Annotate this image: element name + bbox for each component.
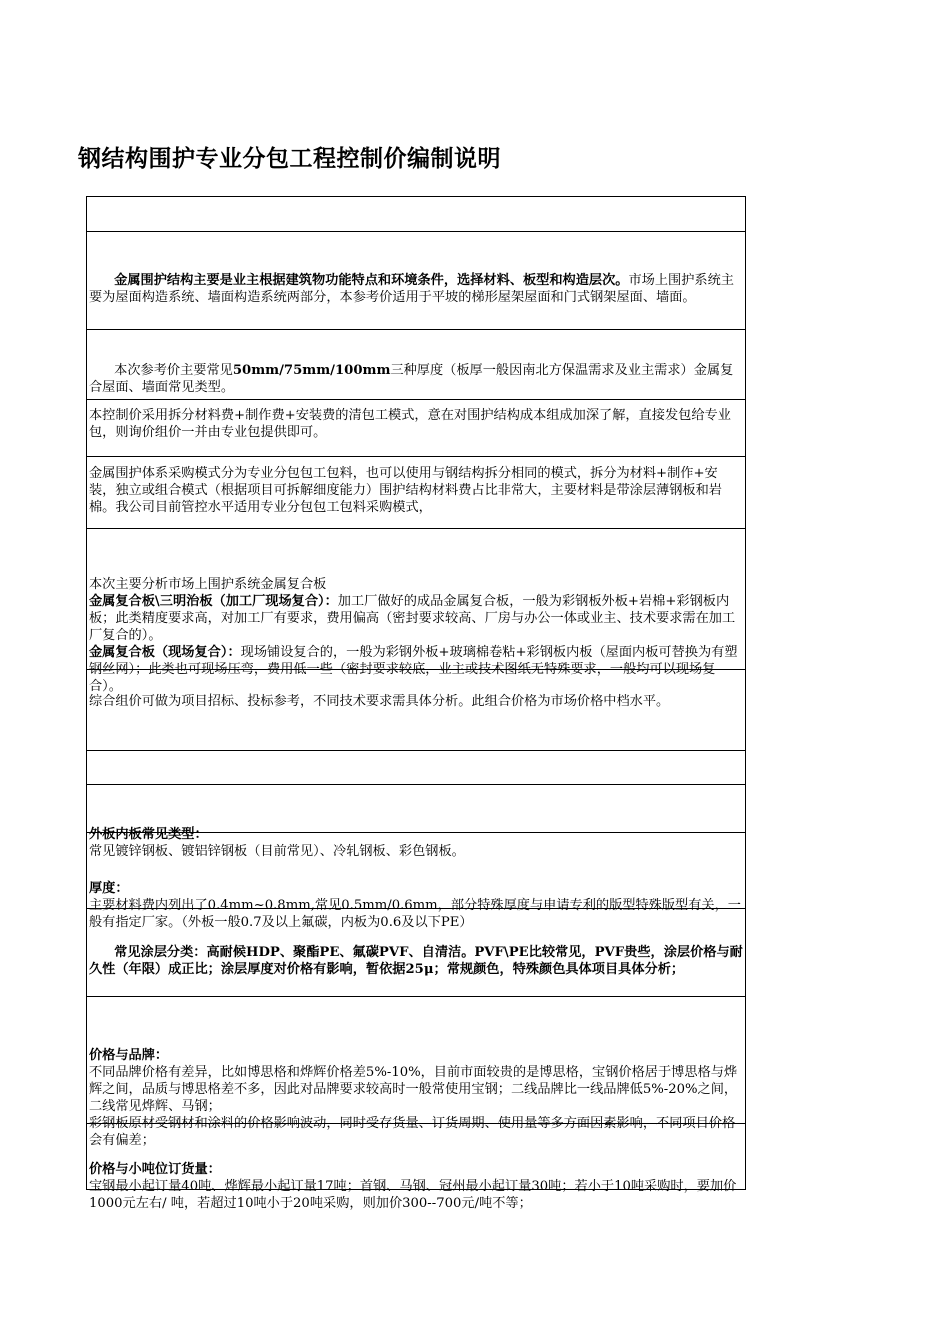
- table-row-composite-panels: [87, 529, 745, 694]
- scope-bold-text: 金属围护结构主要是业主根据建筑物功能特点和环境条件，选择材料、板型和构造层次。: [114, 273, 629, 288]
- composite-item1-text: 加工厂做好的成品金属复合板，一般为彩钢板外板+岩棉+彩钢板内板；此类精度要求高，对加工厂有要求，费用偏高（密封要求较高、厂房与办公一体或业主、技术要求需在加工厂复合的）。: [89, 594, 736, 643]
- table-row-procurement: [87, 457, 745, 529]
- composite-item2-heading: 金属复合板（现场复合）：: [89, 645, 241, 660]
- table-row-min-order: [87, 1124, 745, 1211]
- table-row-thickness: [87, 833, 745, 930]
- table-row-price-brand: [87, 997, 745, 1148]
- table-row-thickness-range: [87, 330, 745, 400]
- thickness-bold-text: 50mm/75mm/100mm: [232, 363, 391, 378]
- explanation-table: [86, 196, 746, 1211]
- table-row-composite-price: [87, 670, 745, 751]
- panel-types-heading: 外板内板常见类型：: [89, 827, 208, 842]
- panel-types-text: 常见镀锌钢板、镀铝锌钢板（目前常见）、冷轧钢板、彩色钢板。: [89, 844, 465, 859]
- scope-text: 市场上围护系统主要为屋面构造系统、墙面构造系统两部分，本参考价适用于平坡的梯形屋架屋面和门式钢架屋面、墙面。: [89, 273, 734, 305]
- table-row-scope: [87, 232, 745, 330]
- thickness-heading: 厚度：: [89, 881, 129, 896]
- composite-price-text: 综合组价可做为项目招标、投标参考，不同技术要求需具体分析。此组合价格为市场价格中档水平。: [89, 694, 670, 709]
- composite-item2-text: 现场铺设复合的，一般为彩钢外板+玻璃棉卷粘+彩钢板内板（屋面内板可替换为有塑钢丝网）；此类也可现场压弯，费用低一些（密封要求较底，业主或技术图纸无特殊要求，一般均可以现场复合）。: [89, 645, 738, 694]
- coating-text: 常见涂层分类：高耐候HDP、聚酯PE、氟碳PVF、自清洁。PVF\PE比较常见，PVF贵些，涂层价格与耐久性（年限）成正比；涂层厚度对价格有影响，暂依据25μ；常规颜色，特殊颜色具体项目具体分析；: [89, 945, 743, 977]
- price-brand-text-2: 彩钢板原材受钢材和涂料的价格影响波动，同时受存货量、订货周期、使用量等多方面因素影响，不同项目价格会有偏差；: [89, 1116, 736, 1148]
- table-row-header-empty: [87, 197, 745, 232]
- price-brand-text-1: 不同品牌价格有差异，比如博思格和烨辉价格差5%-10%，目前市面较贵的是博思格，宝钢价格居于博思格与烨辉之间，品质与博思格差不多，因此对品牌要求较高时一般常使用宝钢；二线品牌比一线品牌低5%-20%之间，二线常见烨辉、马钢；: [89, 1065, 738, 1114]
- composite-intro: 本次主要分析市场上围护系统金属复合板: [89, 577, 327, 592]
- table-row-panel-types: [87, 785, 745, 859]
- composite-item1-heading: 金属复合板\三明治板（加工厂现场复合）：: [89, 594, 338, 609]
- procurement-text: 金属围护体系采购模式分为专业分包包工包料，也可以使用与钢结构拆分相同的模式，拆分为材料+制作+安装，独立或组合模式（根据项目可拆解细度能力）围护结构材料费占比非常大，主要材料是带涂层薄钢板和岩棉。我公司目前管控水平适用专业分包包工包料采购模式，: [89, 466, 722, 515]
- min-order-text: 宝钢最小起订量40吨、烨辉最小起订量17吨；首钢、马钢、冠州最小起订量30吨；若小于10吨采购时，要加价1000元左右/ 吨，若超过10吨小于20吨采购，则加价300--700元/吨不等；: [89, 1179, 737, 1211]
- table-row-pricing-mode: [87, 400, 745, 457]
- table-row-coating: [87, 909, 745, 997]
- thickness-text: 主要材料费内列出了0.4mm~0.8mm,常见0.5mm/0.6mm，部分特殊厚度与申请专利的版型特殊版型有关，一般有指定厂家。（外板一般0.7及以上氟碳，内板为0.6及以下PE）: [89, 898, 741, 930]
- thickness-text-b: 三种厚度（板厚一般因南北方保温需求及业主需求）金属复合屋面、墙面常见类型。: [89, 363, 734, 395]
- min-order-heading: 价格与小吨位订货量：: [89, 1162, 221, 1177]
- page-title: 钢结构围护专业分包工程控制价编制说明: [78, 146, 501, 172]
- pricing-mode-text: 本控制价采用拆分材料费+制作费+安装费的清包工模式，意在对围护结构成本组成加深了解，直接发包给专业包，则询价组价一并由专业包提供即可。: [89, 408, 731, 440]
- table-row-empty: [87, 751, 745, 785]
- price-brand-heading: 价格与品牌：: [89, 1048, 169, 1063]
- thickness-text-a: 本次参考价主要常见: [114, 363, 233, 378]
